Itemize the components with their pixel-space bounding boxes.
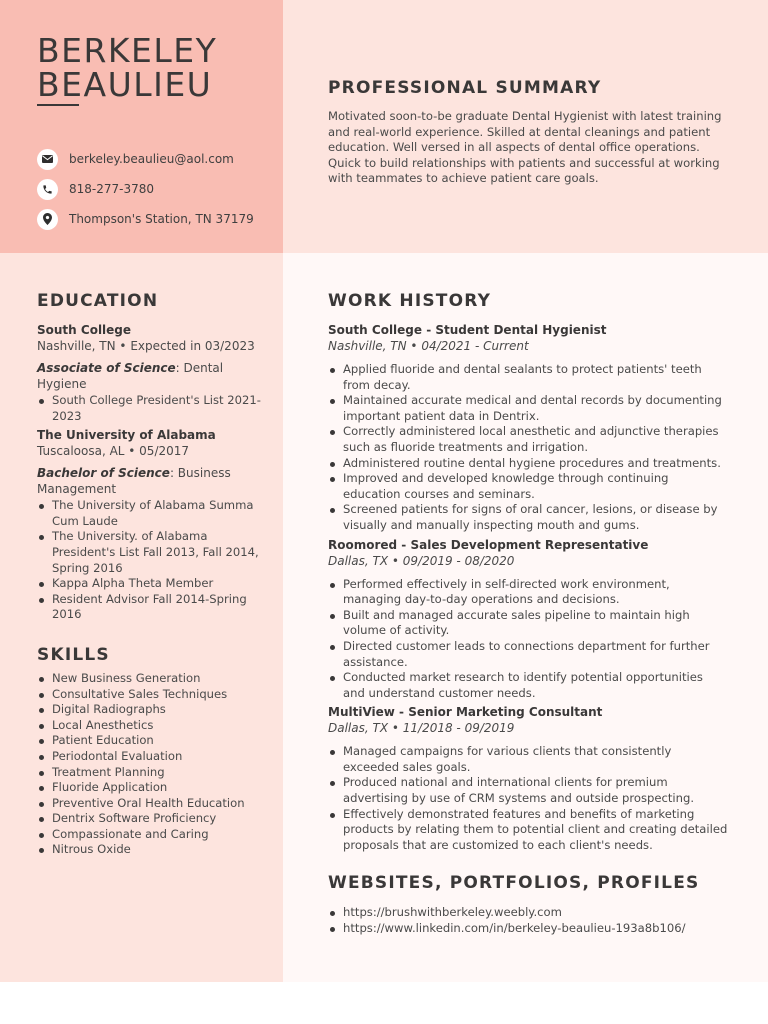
list-item: Applied fluoride and dental sealants to protect patients' teeth from decay. [328,362,728,393]
list-item: Effectively demonstrated features and benefits of marketing products by relating them to potential client and creating detailed proposals that are customized to each client's needs. [328,807,728,854]
skill-item: Digital Radiographs [37,702,262,718]
list-item: Performed effectively in self-directed work environment, managing day-to-day operations and decisions. [328,577,728,608]
professional-summary-section [328,78,728,187]
contact-phone [37,174,254,204]
school-name: South College [37,323,132,337]
list-item: Conducted market research to identify potential opportunities and understand customer needs. [328,670,728,701]
websites-heading: WEBSITES, PORTFOLIOS, PROFILES [328,873,700,894]
websites-list [328,905,728,936]
degree-field: : Business Management [37,466,231,497]
education-honors [37,498,262,623]
skill-item: New Business Generation [37,671,262,687]
education-honors [37,393,262,424]
school-meta: Nashville, TN • Expected in 03/2023 [37,339,255,353]
skill-item: Periodontal Evaluation [37,749,262,765]
skill-item: Patient Education [37,733,262,749]
name-last: BEAULIEU [37,65,213,104]
list-item: Kappa Alpha Theta Member [37,576,262,592]
school-meta: Tuscaloosa, AL • 05/2017 [37,444,190,459]
summary-text: Motivated soon-to-be graduate Dental Hygienist with latest training and real-world experience. Skilled at dental cleanings and patient education. Well versed in all aspects of dental office operations. Quick to build relationships with patients and successful at working with teammates to achieve patient care goals. [328,109,722,186]
list-item: Resident Advisor Fall 2014-Spring 2016 [37,592,262,623]
degree-type: Bachelor of Science [37,466,170,481]
list-item: Improved and developed knowledge through continuing education courses and seminars. [328,471,728,502]
list-item: Administered routine dental hygiene procedures and treatments. [328,456,728,472]
list-item: Produced national and international clients for premium advertising by use of CRM systems and outside prospecting. [328,775,728,806]
name-first: BERKELEY [37,31,218,70]
job-title: South College - Student Dental Hygienist [328,323,607,337]
job-meta: Nashville, TN • 04/2021 - Current [328,339,529,353]
job-duties [328,577,728,702]
job-meta: Dallas, TX • 09/2019 - 08/2020 [328,553,515,568]
list-item: South College President's List 2021-2023 [37,393,262,424]
job-entry [328,323,728,534]
list-item: Correctly administered local anesthetic and adjunctive therapies such as fluoride treatments and irrigation. [328,424,728,455]
contact-info [37,144,254,234]
list-item: The University of Alabama Summa Cum Laude [37,498,262,529]
list-item: Built and managed accurate sales pipeline to maintain high volume of activity. [328,608,728,639]
contact-location [37,204,254,234]
skills-list [37,671,262,858]
degree-field: : Dental Hygiene [37,361,224,391]
job-duties [328,744,728,853]
name-underline [37,104,79,106]
education-heading: EDUCATION [37,291,159,311]
education-entry [37,428,262,623]
job-title: MultiView - Senior Marketing Consultant [328,705,603,720]
skill-item: Preventive Oral Health Education [37,796,262,812]
list-item: Managed campaigns for various clients that consistently exceeded sales goals. [328,744,728,775]
school-name: The University of Alabama [37,428,216,443]
job-entry [328,538,728,702]
phone-text[interactable]: 818-277-3780 [69,182,155,196]
skill-item: Compassionate and Caring [37,827,262,843]
skill-item: Treatment Planning [37,765,262,781]
skill-item: Dentrix Software Proficiency [37,811,262,827]
summary-heading: PROFESSIONAL SUMMARY [328,78,602,98]
list-item: The University. of Alabama President's List Fall 2013, Fall 2014, Spring 2016 [37,529,262,576]
location-text: Thompson's Station, TN 37179 [69,212,254,226]
degree [37,465,262,497]
right-column [328,291,728,937]
job-entry [328,705,728,853]
degree [37,360,262,392]
education-entry [37,323,262,424]
website-link[interactable]: https://brushwithberkeley.weebly.com [328,905,728,921]
degree-type: Associate of Science [37,361,176,375]
contact-email [37,144,254,174]
job-meta: Dallas, TX • 11/2018 - 09/2019 [328,721,515,736]
email-text[interactable]: berkeley.beaulieu@aol.com [69,152,234,166]
list-item: Screened patients for signs of oral cancer, lesions, or disease by visually and manually inspecting mouth and gums. [328,502,728,533]
skill-item: Consultative Sales Techniques [37,687,262,703]
candidate-name [37,31,218,104]
skill-item: Local Anesthetics [37,718,262,734]
job-duties [328,362,728,534]
left-column [37,291,262,858]
map-pin-icon [37,209,58,230]
list-item: Directed customer leads to connections department for further assistance. [328,639,728,670]
work-history-heading: WORK HISTORY [328,291,492,311]
phone-icon [37,179,58,200]
list-item: Maintained accurate medical and dental records by documenting important patient data in Dentrix. [328,393,728,424]
job-title: Roomored - Sales Development Representative [328,537,649,552]
skills-heading: SKILLS [37,644,110,665]
skill-item: Nitrous Oxide [37,842,262,858]
skill-item: Fluoride Application [37,780,262,796]
envelope-icon [37,149,58,170]
website-link[interactable]: https://www.linkedin.com/in/berkeley-beaulieu-193a8b106/ [328,921,728,937]
